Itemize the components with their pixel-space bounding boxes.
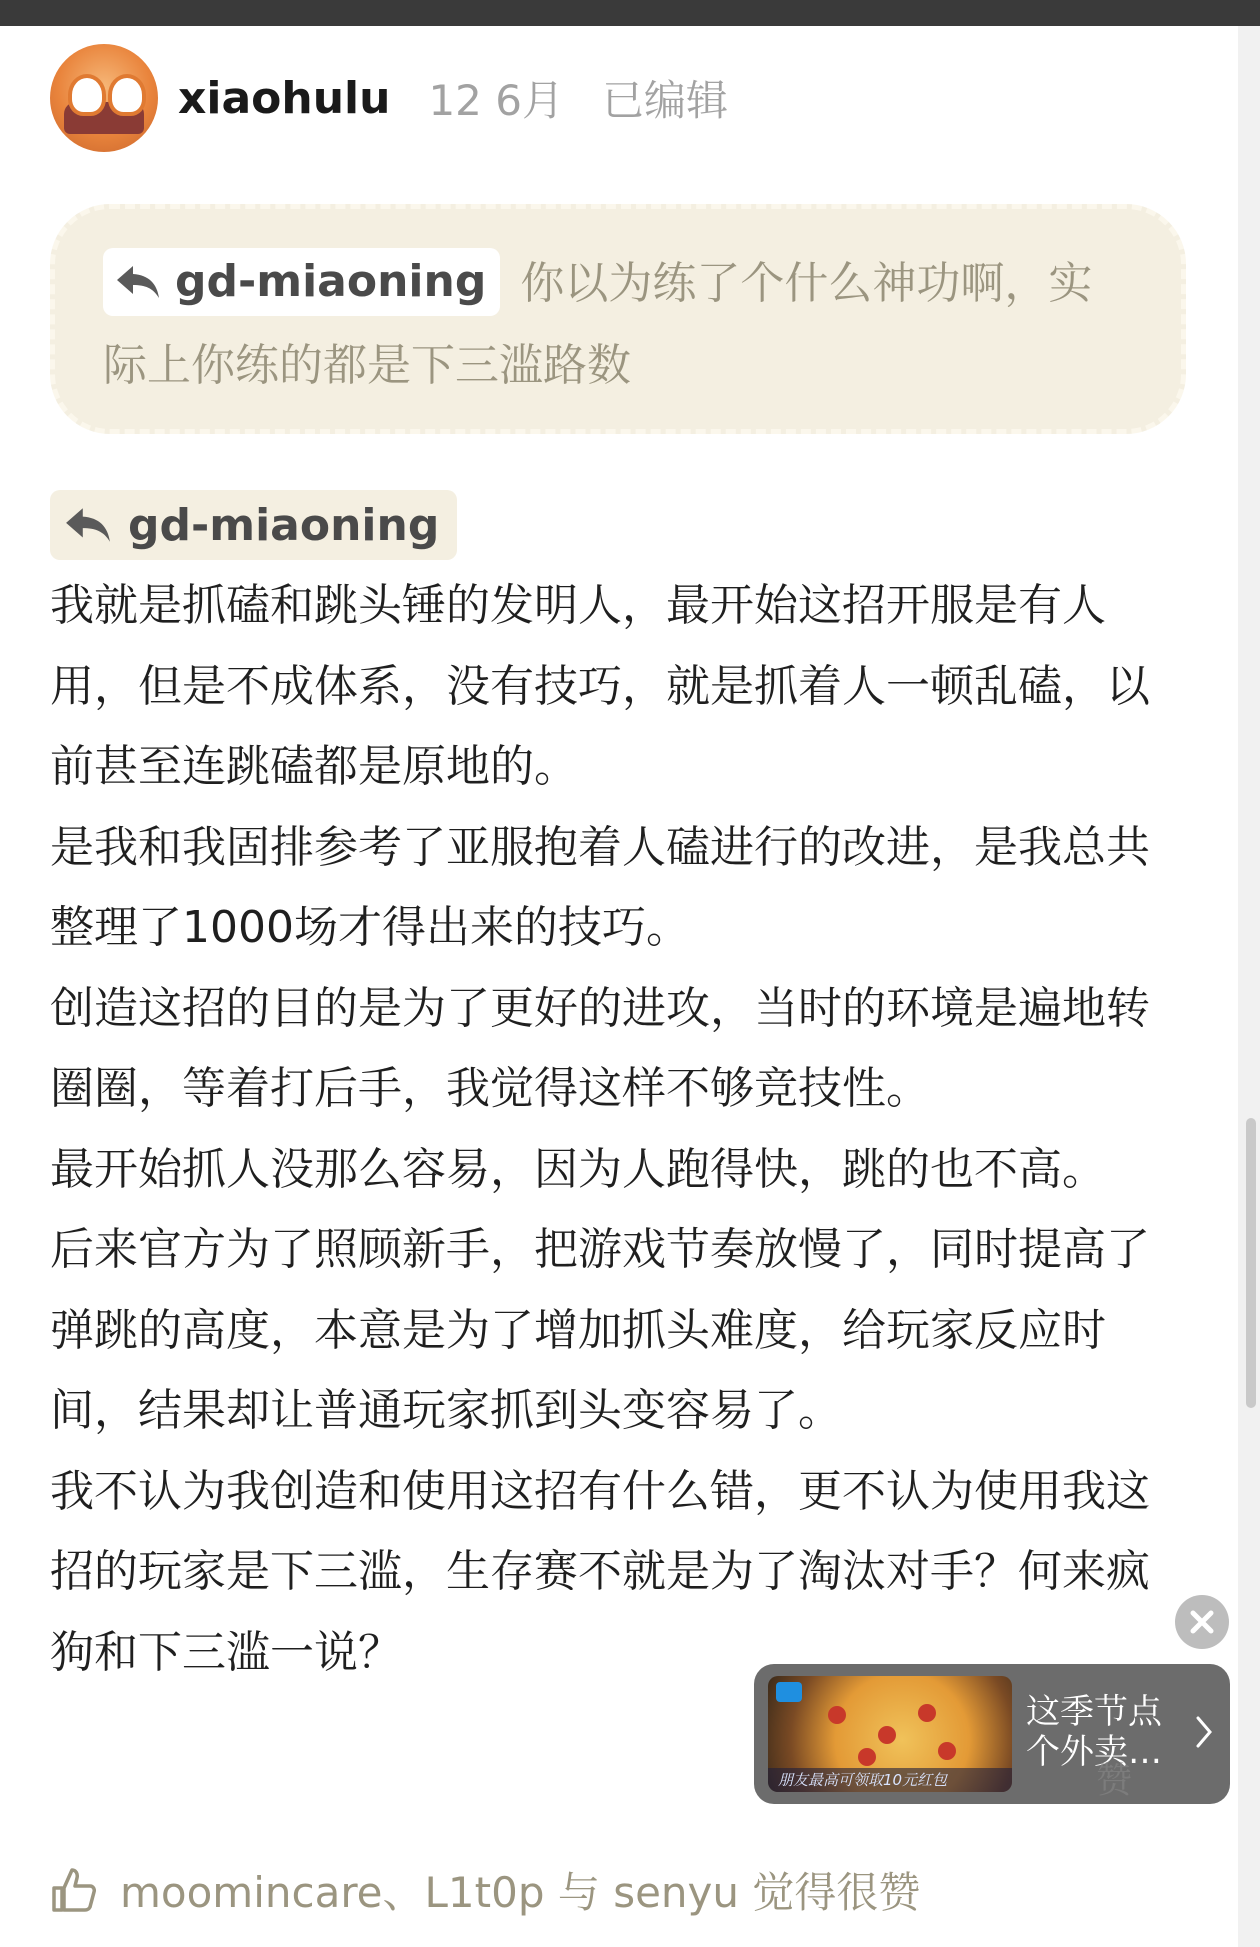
close-x-glyph: [1187, 1607, 1217, 1637]
ad-text[interactable]: 这季节点个外卖…: [1026, 1692, 1162, 1772]
pizza-topping: [938, 1742, 956, 1760]
like-overlay-label: 赞: [1096, 1760, 1133, 1801]
pizza-ad-image: [768, 1676, 1012, 1792]
fox-graphic-right: [108, 74, 146, 116]
fox-graphic-left: [68, 74, 106, 116]
pizza-topping: [918, 1704, 936, 1722]
ad-card[interactable]: [754, 1664, 1230, 1804]
quote-content: [103, 243, 1135, 407]
body-paragraph: 是我和我固排参考了亚服抱着人磕进行的改进，是我总共整理了1000场才得出来的技巧。: [50, 821, 1150, 953]
pizza-topping: [858, 1748, 876, 1766]
thumbs-up-icon[interactable]: [50, 1866, 96, 1914]
avatar[interactable]: [50, 44, 158, 152]
quoted-reply[interactable]: [50, 204, 1186, 434]
ad-image-caption: 朋友最高可领取10元红包: [768, 1768, 1012, 1792]
close-icon[interactable]: [1175, 1595, 1229, 1649]
scrollbar-track[interactable]: [1238, 26, 1260, 1947]
quote-text: 你以为练了个什么神功啊，实际上你练的都是下三滥路数: [103, 258, 1093, 391]
reply-arrow-icon: [64, 504, 112, 546]
post-body: [50, 566, 1190, 1693]
chevron-right-icon[interactable]: [1194, 1714, 1214, 1750]
quote-mention-chip[interactable]: [103, 248, 500, 316]
quote-mention-label: gd-miaoning: [175, 256, 487, 307]
status-bar: [0, 0, 1260, 26]
username[interactable]: xiaohulu: [178, 72, 391, 124]
reply-arrow-icon: [115, 262, 161, 302]
body-paragraph: 最开始抓人没那么容易，因为人跑得快，跳的也不高。: [50, 1143, 1106, 1195]
likes-row[interactable]: [50, 1862, 920, 1918]
reply-to-chip[interactable]: [50, 490, 457, 560]
reply-to-mention-label: gd-miaoning: [128, 499, 440, 551]
body-paragraph: 后来官方为了照顾新手，把游戏节奏放慢了，同时提高了弹跳的高度，本意是为了增加抓头难度，给玩家反应时间，结果却让普通玩家抓到头变容易了。: [50, 1224, 1150, 1436]
body-paragraph: 我不认为我创造和使用这招有什么错，更不认为使用我这招的玩家是下三滥，生存赛不就是为了淘汰对手？何来疯狗和下三滥一说？: [50, 1465, 1150, 1678]
body-paragraph: 创造这招的目的是为了更好的进攻，当时的环境是遍地转圈圈，等着打后手，我觉得这样不够竞技性。: [50, 982, 1150, 1114]
post-header: [50, 44, 728, 152]
pizza-topping: [878, 1726, 896, 1744]
post-date[interactable]: 12 6月: [428, 76, 564, 125]
app-badge-icon: [776, 1682, 802, 1702]
scrollbar-thumb[interactable]: [1246, 1118, 1256, 1408]
edited-label[interactable]: 已编辑: [601, 76, 728, 125]
likes-text[interactable]: moomincare、L1t0p 与 senyu 觉得很赞: [120, 1868, 921, 1917]
body-paragraph: 我就是抓磕和跳头锤的发明人，最开始这招开服是有人用，但是不成体系，没有技巧，就是抓着人一顿乱磕，以前甚至连跳磕都是原地的。: [50, 580, 1150, 792]
pizza-topping: [828, 1706, 846, 1724]
